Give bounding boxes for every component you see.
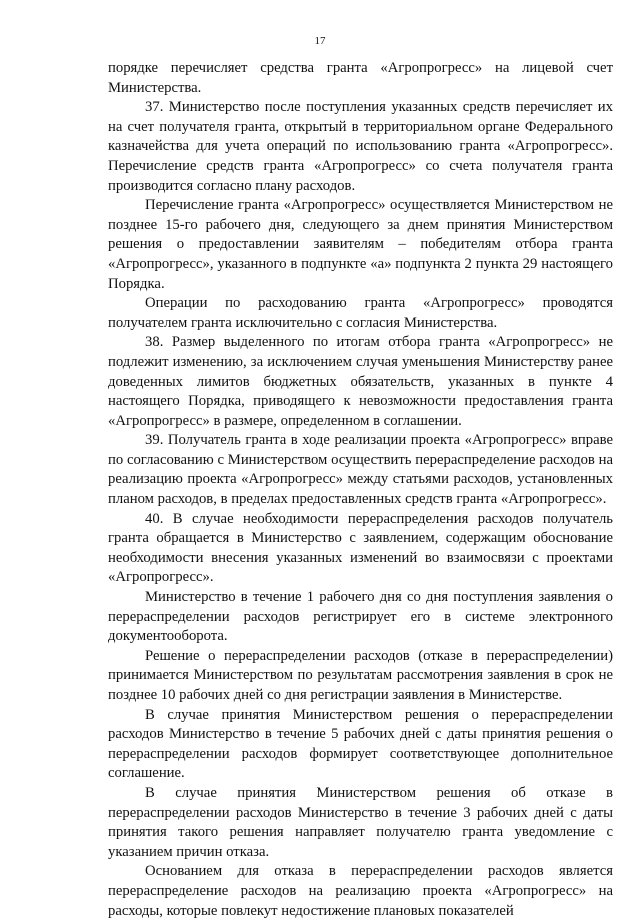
paragraph-37: 37. Министерство после поступления указанных средств перечисляет их на счет получателя гранта, открытый в территориальном органе Федерального казначейства для учета операций по использованию гранта «Агропрогресс». Перечисление средств гранта «Агропрогресс» со счета получателя гранта производится согласно плану расходов.	[108, 99, 613, 194]
paragraph-40-refusal-grounds: Основанием для отказа в перераспределении расходов является перераспределение расходов на реализацию проекта «Агропрогресс» на расходы, которые повлекут недостижение плановых показателей	[108, 863, 613, 919]
paragraph-37-operations: Операции по расходованию гранта «Агропрогресс» проводятся получателем гранта исключительно с согласия Министерства.	[108, 295, 613, 331]
paragraph-40-decision: Решение о перераспределении расходов (отказе в перераспределении) принимается Министерством по результатам рассмотрения заявления в срок не позднее 10 рабочих дней со дня регистрации заявления в Министерстве.	[108, 647, 613, 703]
paragraph-40-refusal: В случае принятия Министерством решения об отказе в перераспределении расходов Министерство в течение 3 рабочих дней с даты принятия такого решения направляет получателю гранта уведомление с указанием причин отказа.	[108, 784, 613, 860]
paragraph-37-transfer: Перечисление гранта «Агропрогресс» осуществляется Министерством не позднее 15-го рабочего дня, следующего за днем принятия Министерством решения о предоставлении заявителям – победителям отбора гранта «Агропрогресс», указанного в подпункте «а» подпункта 2 пункта 29 настоящего Порядка.	[108, 197, 613, 292]
page-number: 17	[314, 35, 326, 47]
paragraph-continuation: порядке перечисляет средства гранта «Агропрогресс» на лицевой счет Министерства.	[108, 60, 613, 96]
paragraph-40: 40. В случае необходимости перераспределения расходов получатель гранта обращается в Министерство с заявлением, содержащим обоснование необходимости внесения указанных изменений во взаимосвязи с проектами «Агропрогресс».	[108, 510, 613, 586]
paragraph-38: 38. Размер выделенного по итогам отбора гранта «Агропрогресс» не подлежит изменению, за исключением случая уменьшения Министерству ранее доведенных лимитов бюджетных обязательств, указанных в пункте 4 настоящего Порядка, приводящего к невозможности предоставления гранта «Агропрогресс» в размере, определенном в соглашении.	[108, 334, 613, 429]
paragraph-39: 39. Получатель гранта в ходе реализации проекта «Агропрогресс» вправе по согласованию с Министерством осуществить перераспределение расходов на реализацию проекта «Агропрогресс» между статьями расходов, установленных планом расходов, в пределах предоставленных средств гранта «Агропрогресс».	[108, 432, 613, 508]
paragraph-40-registration: Министерство в течение 1 рабочего дня со дня поступления заявления о перераспределении расходов регистрирует его в системе электронного документооборота.	[108, 589, 613, 645]
document-body	[108, 59, 613, 921]
paragraph-40-approval: В случае принятия Министерством решения о перераспределении расходов Министерство в течение 5 рабочих дней с даты принятия решения о перераспределении расходов формирует соответствующее дополнительное соглашение.	[108, 706, 613, 782]
